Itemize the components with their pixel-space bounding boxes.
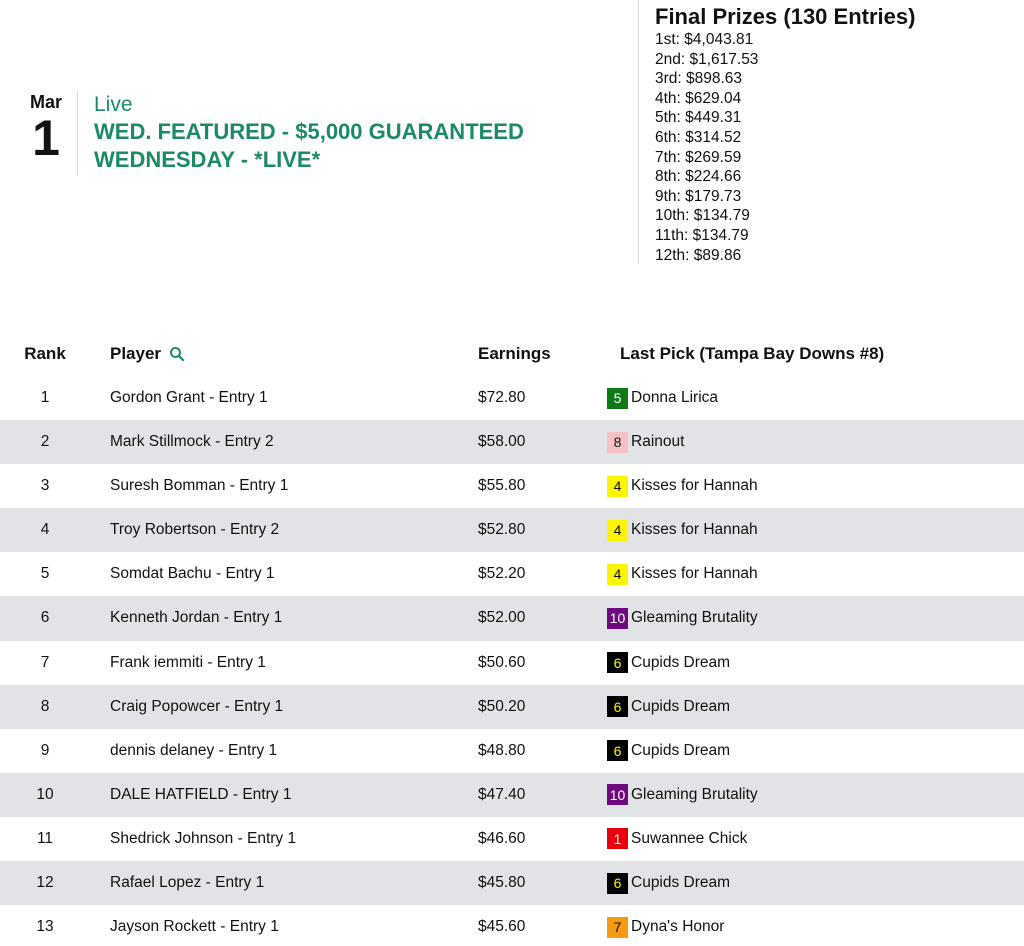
player-cell[interactable]: Frank iemmiti - Entry 1 (110, 653, 266, 671)
post-position-badge: 8 (607, 432, 628, 453)
earnings-cell: $72.80 (478, 389, 526, 406)
post-position-badge: 6 (607, 652, 628, 673)
table-row[interactable] (0, 905, 1024, 946)
horse-name: Suwannee Chick (631, 829, 748, 847)
prize-item: 11th: $134.79 (655, 226, 749, 244)
table-row[interactable] (0, 861, 1024, 905)
rank-cell: 3 (40, 477, 50, 495)
player-cell[interactable]: Suresh Bomman - Entry 1 (110, 477, 289, 495)
table-row[interactable] (0, 817, 1024, 861)
table-row[interactable] (0, 729, 1024, 773)
contest-date (22, 92, 70, 166)
table-row[interactable] (0, 773, 1024, 817)
rank-cell: 6 (40, 609, 50, 627)
horse-name: Gleaming Brutality (631, 609, 758, 627)
final-prizes-panel (655, 4, 1015, 265)
rank-cell: 10 (36, 785, 54, 803)
last-pick-cell (607, 596, 1017, 640)
table-body (0, 376, 1024, 946)
date-divider (77, 91, 78, 176)
leaderboard-table (0, 332, 1024, 946)
search-icon[interactable] (169, 346, 185, 362)
last-pick-cell (607, 508, 1017, 552)
player-cell[interactable]: Somdat Bachu - Entry 1 (110, 565, 275, 583)
post-position-badge: 6 (607, 696, 628, 717)
prize-item: 7th: $269.59 (655, 148, 742, 166)
last-pick-cell (607, 685, 1017, 729)
player-cell[interactable]: Mark Stillmock - Entry 2 (110, 433, 274, 451)
prize-item: 5th: $449.31 (655, 109, 742, 127)
earnings-cell: $58.00 (478, 433, 526, 451)
last-pick-cell (607, 376, 1017, 420)
horse-name: Rainout (631, 433, 685, 451)
date-month: Mar (29, 92, 62, 112)
earnings-cell: $55.80 (478, 477, 526, 495)
last-pick-cell (607, 905, 1017, 946)
table-row[interactable] (0, 376, 1024, 420)
rank-cell: 11 (36, 829, 54, 847)
rank-cell: 2 (40, 433, 50, 451)
post-position-badge: 1 (607, 828, 628, 849)
player-cell[interactable]: Rafael Lopez - Entry 1 (110, 874, 265, 892)
contest-info (94, 93, 604, 174)
rank-cell: 13 (36, 918, 54, 936)
header-last-pick: Last Pick (Tampa Bay Downs #8) (620, 344, 885, 363)
player-cell[interactable]: Craig Popowcer - Entry 1 (110, 697, 284, 715)
earnings-cell: $50.60 (478, 653, 526, 671)
contest-title (94, 118, 604, 174)
horse-name: Cupids Dream (631, 741, 731, 759)
earnings-cell: $45.60 (478, 918, 526, 936)
horse-name: Gleaming Brutality (631, 785, 758, 803)
last-pick-cell (607, 861, 1017, 905)
contest-title-line1: WED. FEATURED - $5,000 GUARANTEED (94, 119, 524, 144)
earnings-cell: $50.20 (478, 697, 526, 715)
post-position-badge: 10 (607, 784, 628, 805)
earnings-cell: $47.40 (478, 785, 526, 803)
horse-name: Cupids Dream (631, 697, 731, 715)
earnings-cell: $52.20 (478, 565, 526, 583)
last-pick-cell (607, 729, 1017, 773)
table-row[interactable] (0, 596, 1024, 640)
post-position-badge: 7 (607, 917, 628, 938)
last-pick-cell (607, 420, 1017, 464)
player-cell[interactable]: Kenneth Jordan - Entry 1 (110, 609, 283, 627)
prize-item: 6th: $314.52 (655, 128, 742, 146)
prize-item: 8th: $224.66 (655, 168, 742, 186)
contest-status: Live (94, 93, 133, 116)
horse-name: Donna Lirica (631, 389, 719, 406)
prize-item: 1st: $4,043.81 (655, 31, 754, 48)
rank-cell: 7 (40, 653, 50, 671)
table-row[interactable] (0, 552, 1024, 596)
player-cell[interactable]: Gordon Grant - Entry 1 (110, 389, 268, 406)
post-position-badge: 4 (607, 564, 628, 585)
date-day: 1 (32, 110, 60, 166)
horse-name: Cupids Dream (631, 653, 731, 671)
earnings-cell: $52.80 (478, 521, 526, 539)
rank-cell: 4 (40, 521, 50, 539)
horse-name: Dyna's Honor (631, 918, 725, 936)
table-row[interactable] (0, 508, 1024, 552)
player-cell[interactable]: Troy Robertson - Entry 2 (110, 521, 280, 539)
header-player (110, 332, 460, 376)
contest-title-line2: WEDNESDAY - *LIVE* (94, 147, 321, 172)
horse-name: Cupids Dream (631, 874, 731, 892)
post-position-badge: 10 (607, 608, 628, 629)
prizes-title: Final Prizes (130 Entries) (655, 4, 916, 29)
last-pick-cell (607, 552, 1017, 596)
post-position-badge: 5 (607, 388, 628, 409)
rank-cell: 9 (40, 741, 50, 759)
rank-cell: 1 (40, 389, 50, 406)
last-pick-cell (607, 817, 1017, 861)
last-pick-cell (607, 464, 1017, 508)
prize-item: 4th: $629.04 (655, 89, 742, 107)
earnings-cell: $46.60 (478, 829, 526, 847)
header-earnings: Earnings (478, 344, 551, 363)
table-row[interactable] (0, 641, 1024, 685)
player-cell[interactable]: dennis delaney - Entry 1 (110, 741, 278, 759)
earnings-cell: $45.80 (478, 874, 526, 892)
prize-item: 3rd: $898.63 (655, 70, 743, 88)
post-position-badge: 6 (607, 873, 628, 894)
rank-cell: 12 (36, 874, 54, 892)
rank-cell: 5 (40, 565, 50, 583)
table-row[interactable] (0, 420, 1024, 464)
post-position-badge: 4 (607, 476, 628, 497)
table-header (0, 332, 1024, 376)
prize-list (655, 30, 1015, 265)
prize-item: 9th: $179.73 (655, 187, 742, 205)
player-cell[interactable]: Jayson Rockett - Entry 1 (110, 918, 279, 936)
horse-name: Kisses for Hannah (631, 565, 758, 583)
table-row[interactable] (0, 464, 1024, 508)
table-row[interactable] (0, 685, 1024, 729)
earnings-cell: $48.80 (478, 741, 526, 759)
prize-item: 12th: $89.86 (655, 246, 742, 264)
prize-item: 2nd: $1,617.53 (655, 50, 759, 68)
player-cell[interactable]: Shedrick Johnson - Entry 1 (110, 829, 297, 847)
post-position-badge: 6 (607, 740, 628, 761)
last-pick-cell (607, 773, 1017, 817)
header-player-label: Player (110, 344, 162, 363)
horse-name: Kisses for Hannah (631, 477, 758, 495)
last-pick-cell (607, 641, 1017, 685)
horse-name: Kisses for Hannah (631, 521, 758, 539)
post-position-badge: 4 (607, 520, 628, 541)
earnings-cell: $52.00 (478, 609, 526, 627)
player-cell[interactable]: DALE HATFIELD - Entry 1 (110, 785, 292, 803)
prizes-divider (638, 0, 639, 264)
rank-cell: 8 (40, 697, 50, 715)
prize-item: 10th: $134.79 (655, 207, 750, 225)
header-rank: Rank (24, 344, 66, 363)
